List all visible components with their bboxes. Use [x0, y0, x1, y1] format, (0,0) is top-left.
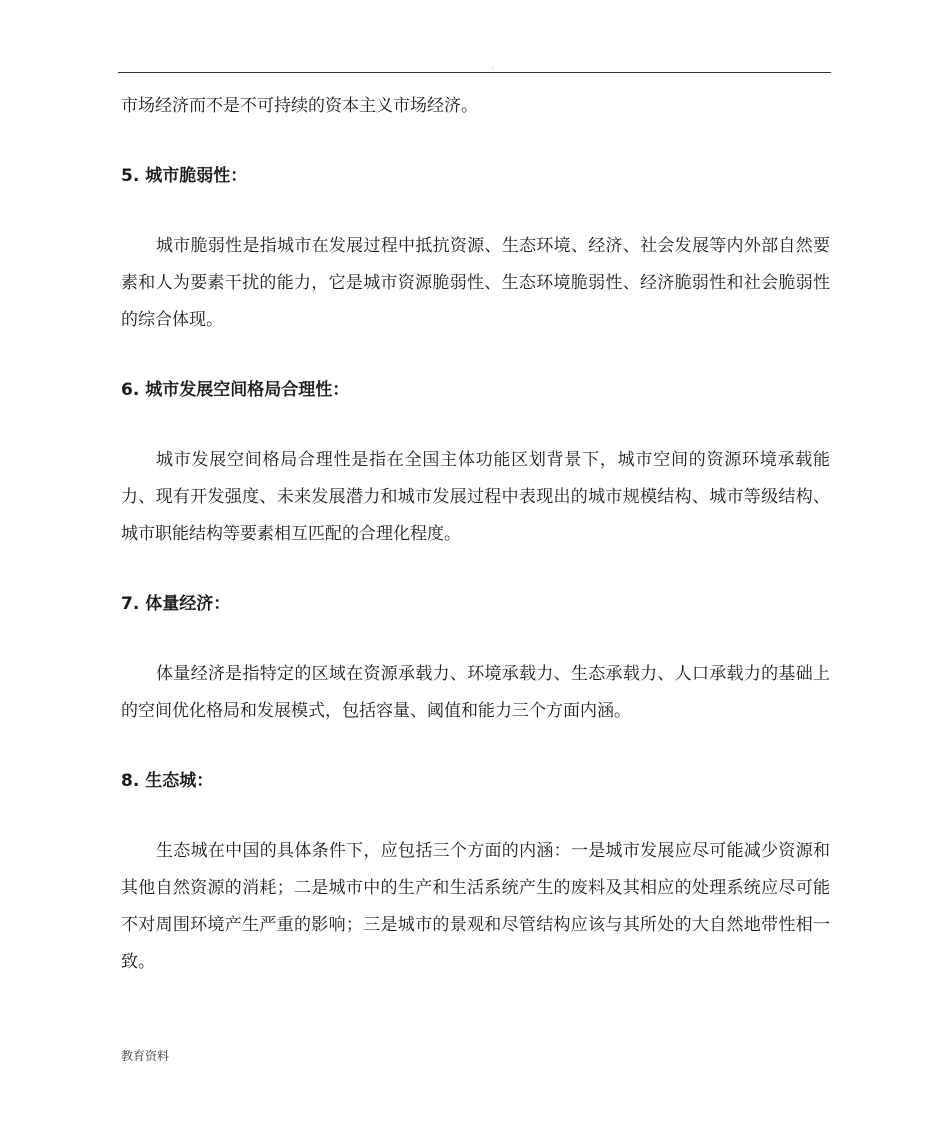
section-heading-8: 8. 生态城： [121, 771, 214, 791]
header-rule [118, 72, 831, 73]
section-body-7: 体量经济是指特定的区域在资源承载力、环境承载力、生态承载力、人口承载力的基础上的空间优化格局和发展模式，包括容量、阈值和能力三个方面内涵。 [121, 664, 830, 721]
footer-label: 教育资料 [121, 1049, 170, 1063]
section-heading-7: 7. 体量经济： [121, 594, 231, 614]
section-body-6: 城市发展空间格局合理性是指在全国主体功能区划背景下，城市空间的资源环境承载能力、现有开发强度、未来发展潜力和城市发展过程中表现出的城市规模结构、城市等级结构、城市职能结构等要素相互匹配的合理化程度。 [121, 450, 830, 544]
document-body [121, 88, 830, 981]
section-heading-5: 5. 城市脆弱性： [121, 166, 248, 186]
section-body-5: 城市脆弱性是指城市在发展过程中抵抗资源、生态环境、经济、社会发展等内外部自然要素和人为要素干扰的能力，它是城市资源脆弱性、生态环境脆弱性、经济脆弱性和社会脆弱性的综合体现。 [121, 236, 830, 330]
header-dot: . [492, 63, 494, 70]
lead-paragraph: 市场经济而不是不可持续的资本主义市场经济。 [121, 96, 478, 116]
section-heading-6: 6. 城市发展空间格局合理性： [121, 380, 350, 400]
section-body-8: 生态城在中国的具体条件下，应包括三个方面的内涵：一是城市发展应尽可能减少资源和其他自然资源的消耗；二是城市中的生产和生活系统产生的废料及其相应的处理系统应尽可能不对周围环境产生严重的影响；三是城市的景观和尽管结构应该与其所处的大自然地带性相一致。 [121, 841, 830, 972]
